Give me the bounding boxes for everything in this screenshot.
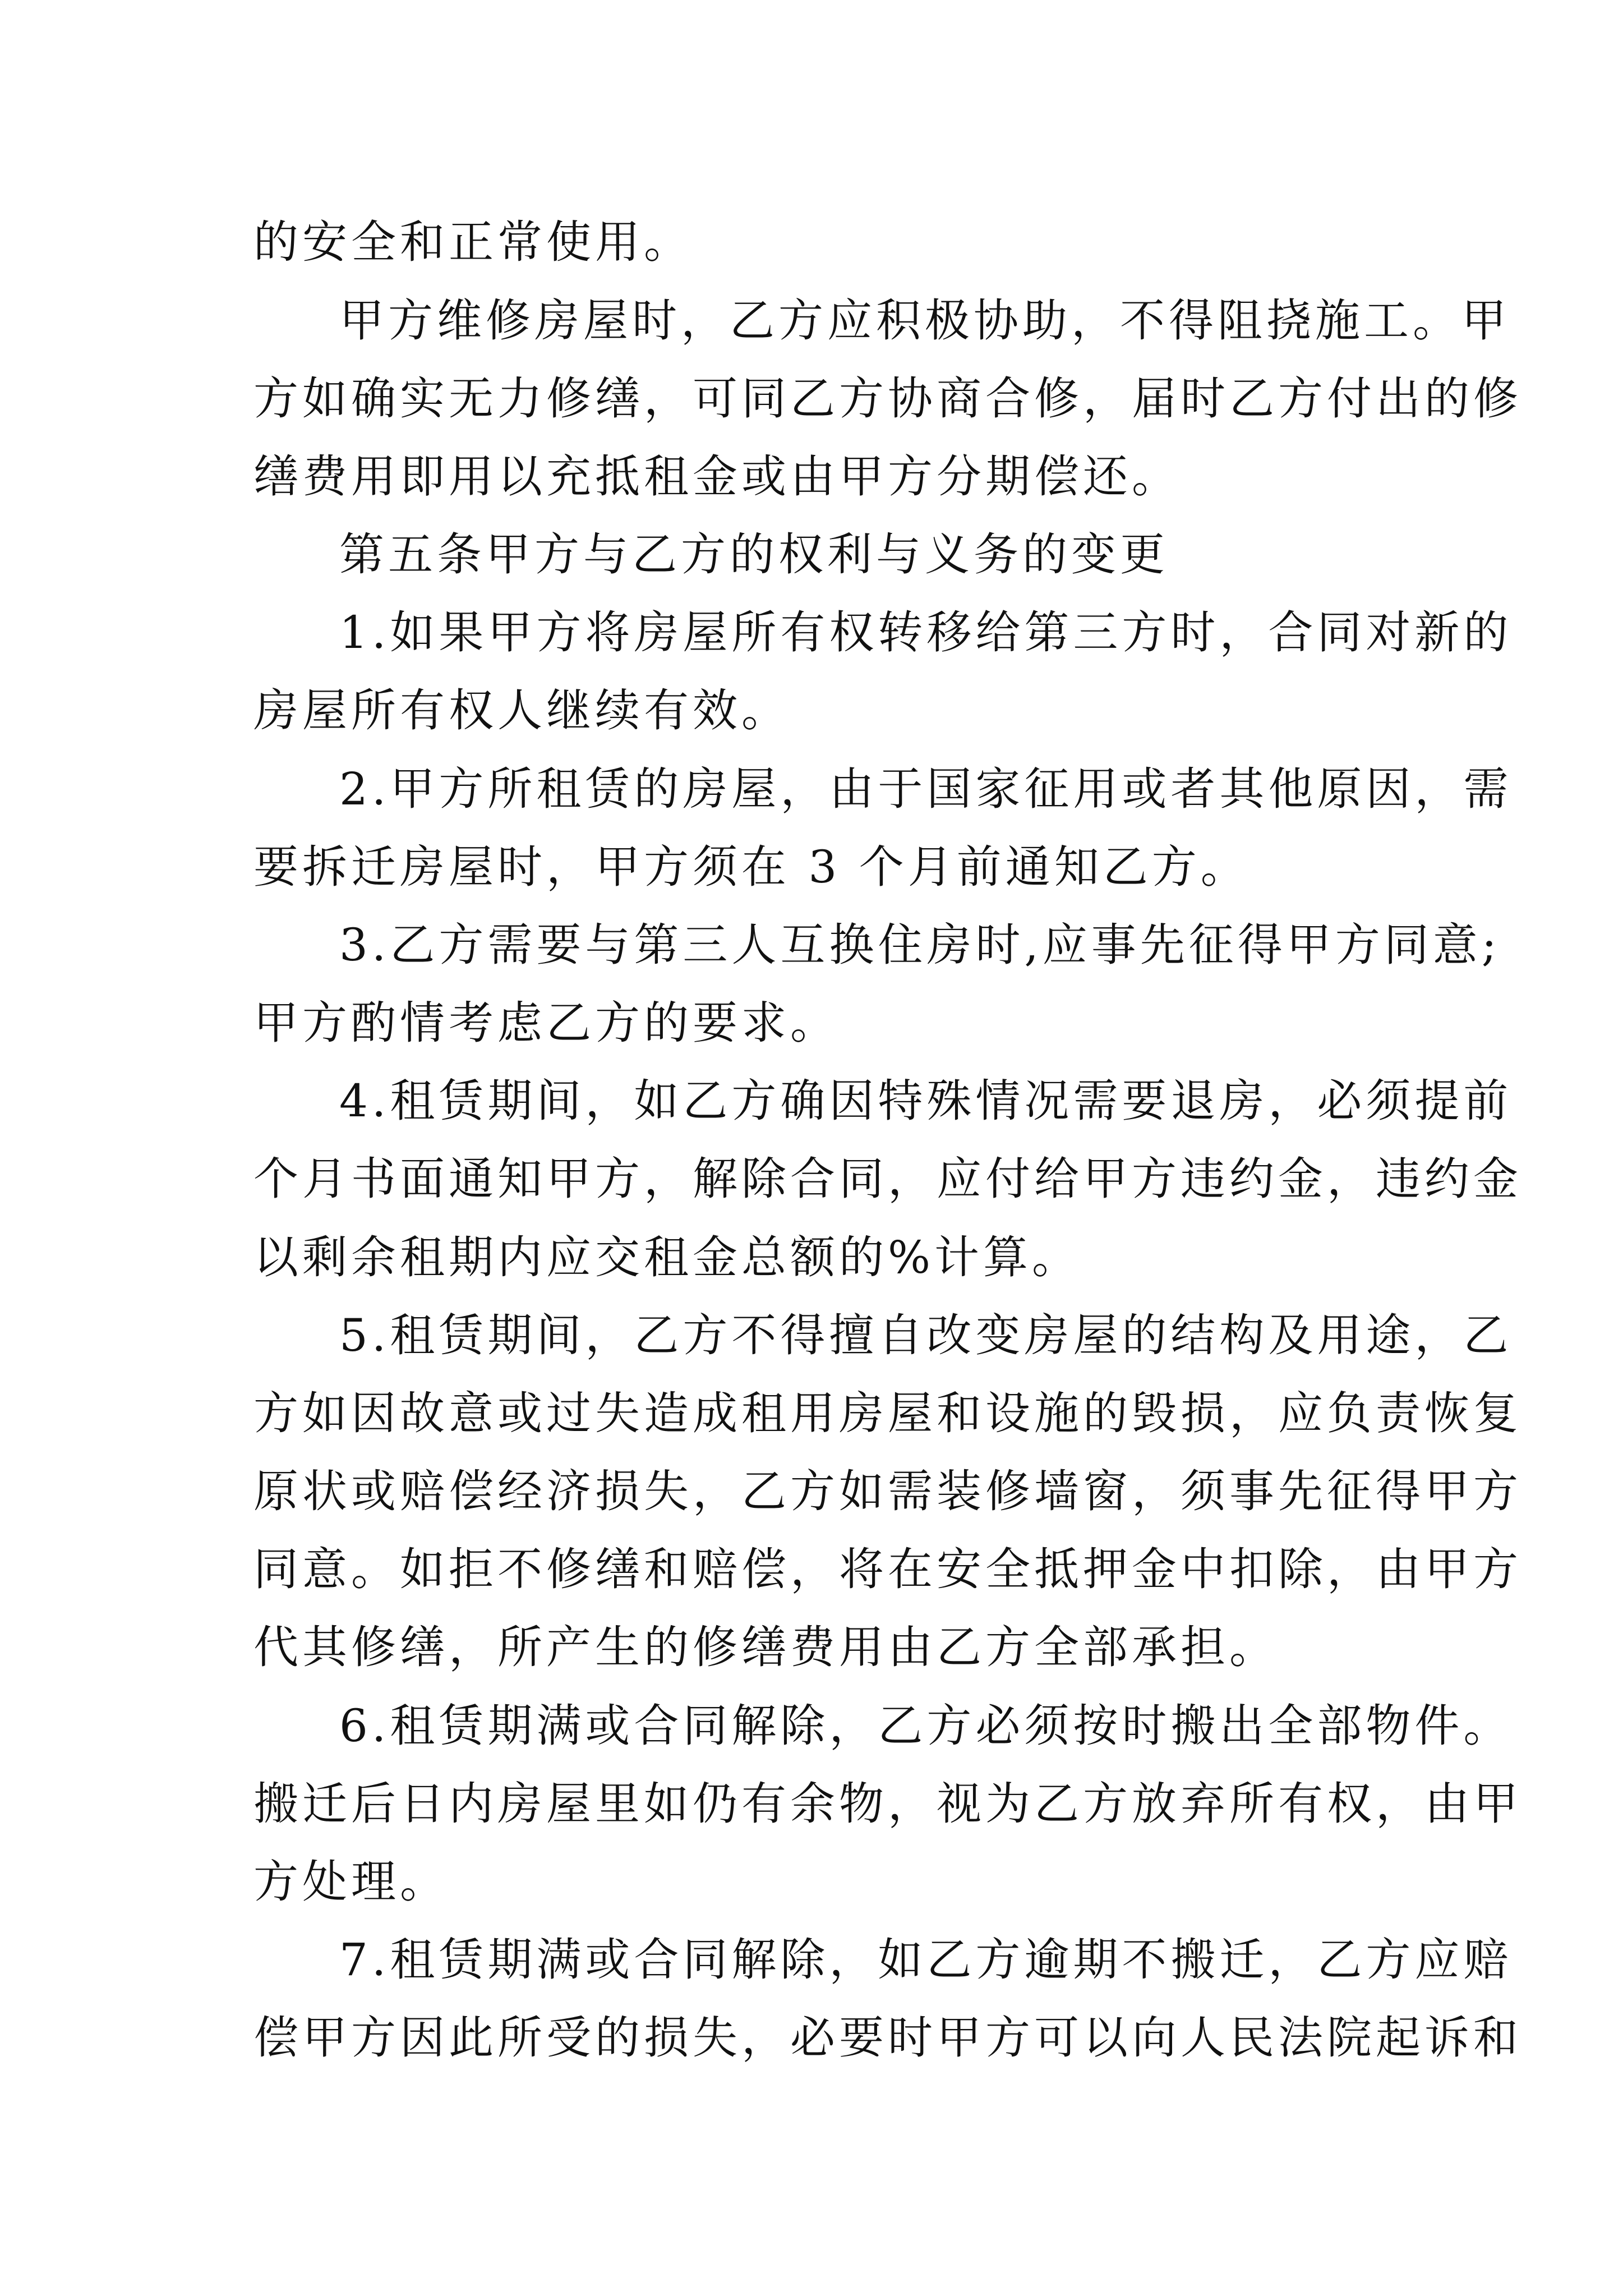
text-line: 缮费用即用以充抵租金或由甲方分期偿还。: [253, 450, 1181, 503]
paragraph-first-line: 甲方维修房屋时，乙方应积极协助，不得阻挠施工。甲: [339, 295, 1510, 347]
text-line: 方如因故意或过失造成租用房屋和设施的毁损，应负责恢复: [253, 1387, 1522, 1439]
text-line: 要拆迁房屋时，甲方须在 3 个月前通知乙方。: [253, 841, 1249, 893]
text-line: 方处理。: [253, 1856, 449, 1908]
text-line: 的安全和正常使用。: [253, 216, 693, 268]
text-line: 方如确实无力修缮，可同乙方协商合修，届时乙方付出的修: [253, 372, 1522, 425]
text-line: 偿甲方因此所受的损失，必要时甲方可以向人民法院起诉和: [253, 2012, 1522, 2064]
text-line: 以剩余租期内应交租金总额的%计算。: [253, 1231, 1081, 1283]
list-item-5: 5.租赁期间，乙方不得擅自改变房屋的结构及用途，乙: [339, 1309, 1513, 1361]
list-item-7: 7.租赁期满或合同解除，如乙方逾期不搬迁，乙方应赔: [339, 1934, 1513, 1986]
text-line: 个月书面通知甲方，解除合同，应付给甲方违约金，违约金: [253, 1153, 1522, 1205]
list-item-1: 1.如果甲方将房屋所有权转移给第三方时，合同对新的: [339, 606, 1513, 659]
text-line: 原状或赔偿经济损失，乙方如需装修墙窗，须事先征得甲方: [253, 1465, 1522, 1517]
list-item-3: 3.乙方需要与第三人互换住房时,应事先征得甲方同意;: [339, 919, 1501, 971]
section-heading: 第五条甲方与乙方的权利与义务的变更: [339, 528, 1169, 581]
text-line: 代其修缮，所产生的修缮费用由乙方全部承担。: [253, 1621, 1278, 1673]
text-line: 搬迁后日内房屋里如仍有余物，视为乙方放弃所有权，由甲: [253, 1778, 1522, 1830]
text-line: 甲方酌情考虑乙方的要求。: [253, 997, 839, 1049]
text-line: 同意。如拒不修缮和赔偿，将在安全抵押金中扣除，由甲方: [253, 1543, 1522, 1595]
list-item-4: 4.租赁期间，如乙方确因特殊情况需要退房，必须提前: [339, 1075, 1513, 1127]
text-line: 房屋所有权人继续有效。: [253, 684, 790, 737]
list-item-6: 6.租赁期满或合同解除，乙方必须按时搬出全部物件。: [339, 1700, 1513, 1752]
list-item-2: 2.甲方所租赁的房屋，由于国家征用或者其他原因，需: [339, 763, 1513, 815]
